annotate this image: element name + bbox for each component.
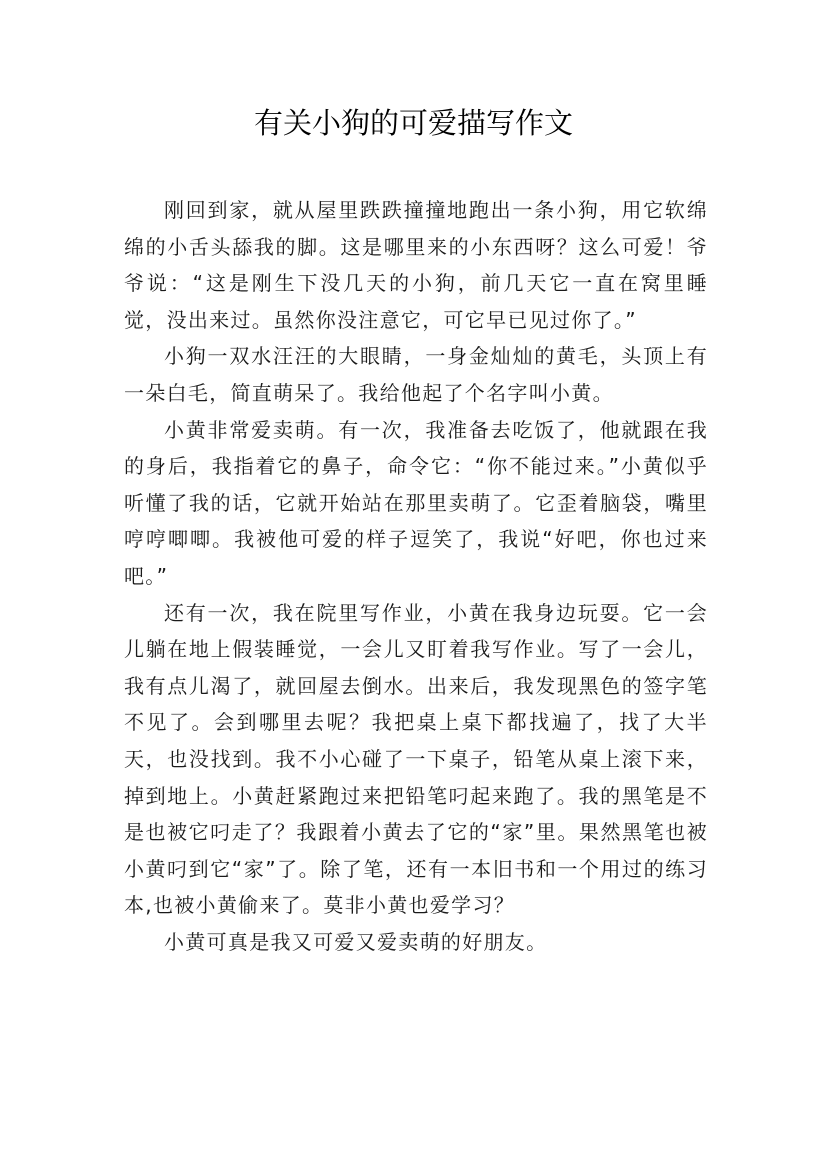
paragraph-2: 小狗一双水汪汪的大眼睛，一身金灿灿的黄毛，头顶上有一朵白毛，简直萌呆了。我给他起了个名字叫小黄。 bbox=[124, 344, 708, 405]
document-title: 有关小狗的可爱描写作文 bbox=[253, 106, 573, 140]
paragraph-3: 小黄非常爱卖萌。有一次，我准备去吃饭了，他就跟在我的身后，我指着它的鼻子，命令它：“你不能过来。”小黄似乎听懂了我的话，它就开始站在那里卖萌了。它歪着脑袋，嘴里哼哼唧唧。我被他可爱的样子逗笑了，我说“好吧，你也过来吧。” bbox=[124, 417, 708, 588]
paragraph-1: 刚回到家，就从屋里跌跌撞撞地跑出一条小狗，用它软绵绵的小舌头舔我的脚。这是哪里来的小东西呀？这么可爱！爷爷说：“这是刚生下没几天的小狗，前几天它一直在窝里睡觉，没出来过。虽然你没注意它，可它早已见过你了。” bbox=[124, 198, 708, 332]
paragraph-5: 小黄可真是我又可爱又爱卖萌的好朋友。 bbox=[164, 929, 548, 954]
document-body bbox=[124, 192, 708, 960]
paragraph-4: 还有一次，我在院里写作业，小黄在我身边玩耍。它一会儿躺在地上假装睡觉，一会儿又盯着我写作业。写了一会儿，我有点儿渴了，就回屋去倒水。出来后，我发现黑色的签字笔不见了。会到哪里去呢？我把桌上桌下都找遍了，找了大半天，也没找到。我不小心碰了一下桌子，铅笔从桌上滚下来，掉到地上。小黄赶紧跑过来把铅笔叼起来跑了。我的黑笔是不是也被它叼走了？我跟着小黄去了它的“家”里。果然黑笔也被小黄叼到它“家”了。除了笔，还有一本旧书和一个用过的练习本,也被小黄偷来了。莫非小黄也爱学习？ bbox=[124, 600, 708, 918]
